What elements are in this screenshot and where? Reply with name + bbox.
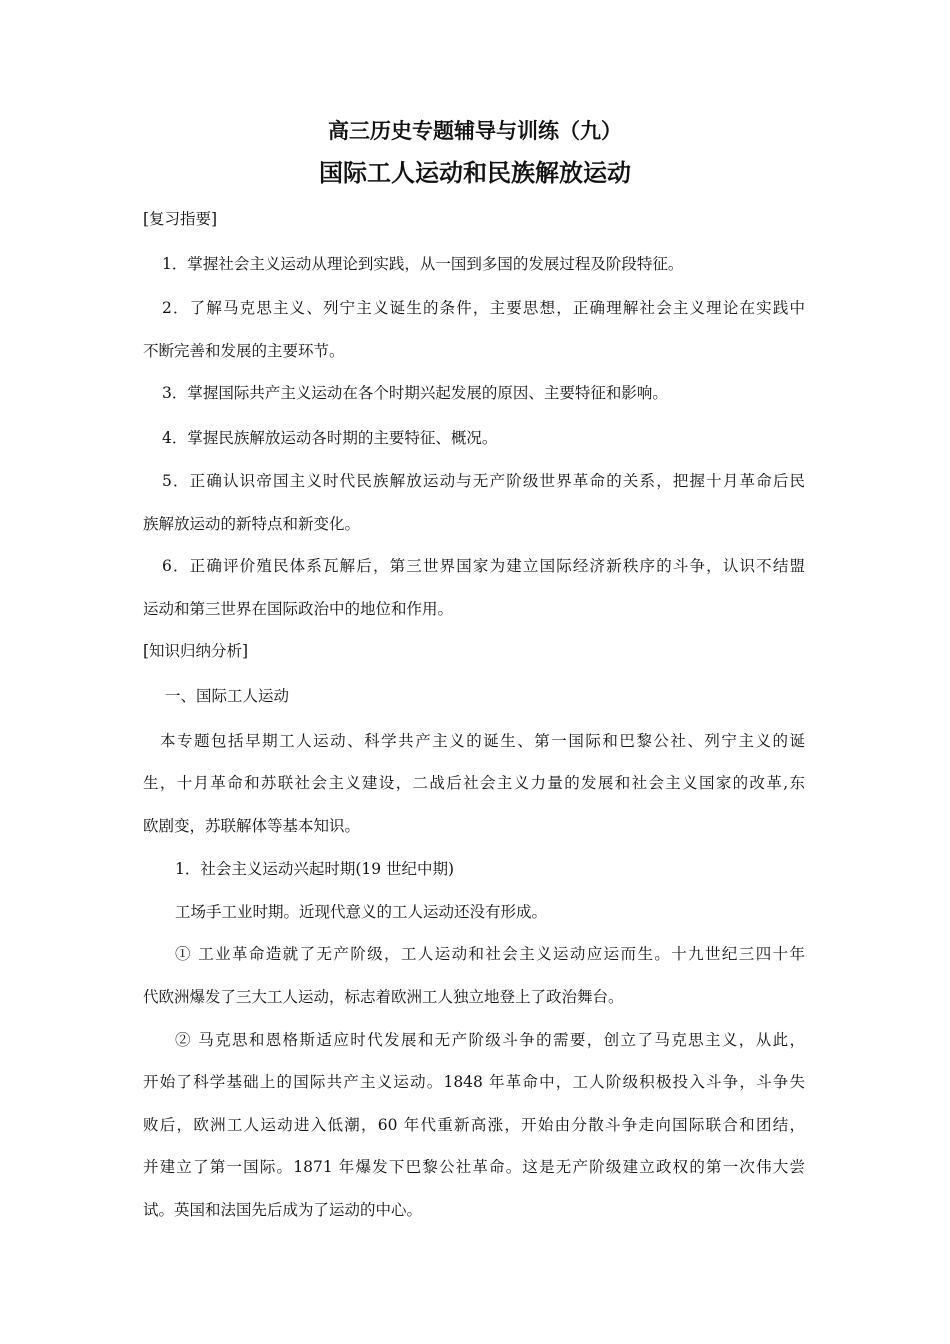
subsection-1-paragraph-2-line-2: 开始了科学基础上的国际共产主义运动。1848 年革命中，工人阶级积极投入斗争，斗争失 <box>143 1073 805 1091</box>
review-point-4: 4．掌握民族解放运动各时期的主要特征、概况。 <box>162 429 498 447</box>
review-point-6-line-2: 运动和第三世界在国际政治中的地位和作用。 <box>143 600 454 618</box>
subsection-1-paragraph-1-line-2: 代欧洲爆发了三大工人运动，标志着欧洲工人独立地登上了政治舞台。 <box>143 988 624 1006</box>
document-title: 高三历史专题辅导与训练（九） <box>328 118 622 143</box>
subsection-1-paragraph-2-line-5: 试。英国和法国先后成为了运动的中心。 <box>143 1201 423 1219</box>
subsection-1-paragraph-0: 工场手工业时期。近现代意义的工人运动还没有形成。 <box>175 903 548 921</box>
subsection-1-paragraph-2-line-3: 败后，欧洲工人运动进入低潮，60 年代重新高涨，开始由分散斗争走向国际联合和团结， <box>143 1116 805 1134</box>
subsection-1-paragraph-2-line-1: ② 马克思和恩格斯适应时代发展和无产阶级斗争的需要，创立了马克思主义，从此， <box>175 1031 805 1049</box>
document-subtitle: 国际工人运动和民族解放运动 <box>319 158 631 187</box>
review-point-6-line-1: 6．正确评价殖民体系瓦解后，第三世界国家为建立国际经济新秩序的斗争，认识不结盟 <box>162 557 805 575</box>
subsection-1-paragraph-2-line-4: 并建立了第一国际。1871 年爆发下巴黎公社革命。这是无产阶级建立政权的第一次伟大尝 <box>143 1158 805 1176</box>
review-point-2-line-2: 不断完善和发展的主要环节。 <box>143 342 345 360</box>
intro-line-1: 本专题包括早期工人运动、科学共产主义的诞生、第一国际和巴黎公社、列宁主义的诞 <box>160 732 805 750</box>
knowledge-heading: [知识归纳分析] <box>143 642 249 660</box>
review-point-1: 1．掌握社会主义运动从理论到实践，从一国到多国的发展过程及阶段特征。 <box>162 255 684 273</box>
review-heading: [复习指要] <box>143 210 218 228</box>
subsection-1-heading: 1．社会主义运动兴起时期(19 世纪中期) <box>175 860 455 878</box>
review-point-2-line-1: 2．了解马克思主义、列宁主义诞生的条件，主要思想，正确理解社会主义理论在实践中 <box>162 299 805 317</box>
review-point-5-line-1: 5．正确认识帝国主义时代民族解放运动与无产阶级世界革命的关系，把握十月革命后民 <box>162 472 805 490</box>
part-1-heading: 一、国际工人运动 <box>165 687 290 705</box>
review-point-3: 3．掌握国际共产主义运动在各个时期兴起发展的原因、主要特征和影响。 <box>162 384 668 402</box>
intro-line-2: 生，十月革命和苏联社会主义建设，二战后社会主义力量的发展和社会主义国家的改革,东 <box>143 774 805 792</box>
review-point-5-line-2: 族解放运动的新特点和新变化。 <box>143 515 361 533</box>
subsection-1-paragraph-1-line-1: ① 工业革命造就了无产阶级，工人运动和社会主义运动应运而生。十九世纪三四十年 <box>175 945 805 963</box>
intro-line-3: 欧剧变，苏联解体等基本知识。 <box>143 817 361 835</box>
